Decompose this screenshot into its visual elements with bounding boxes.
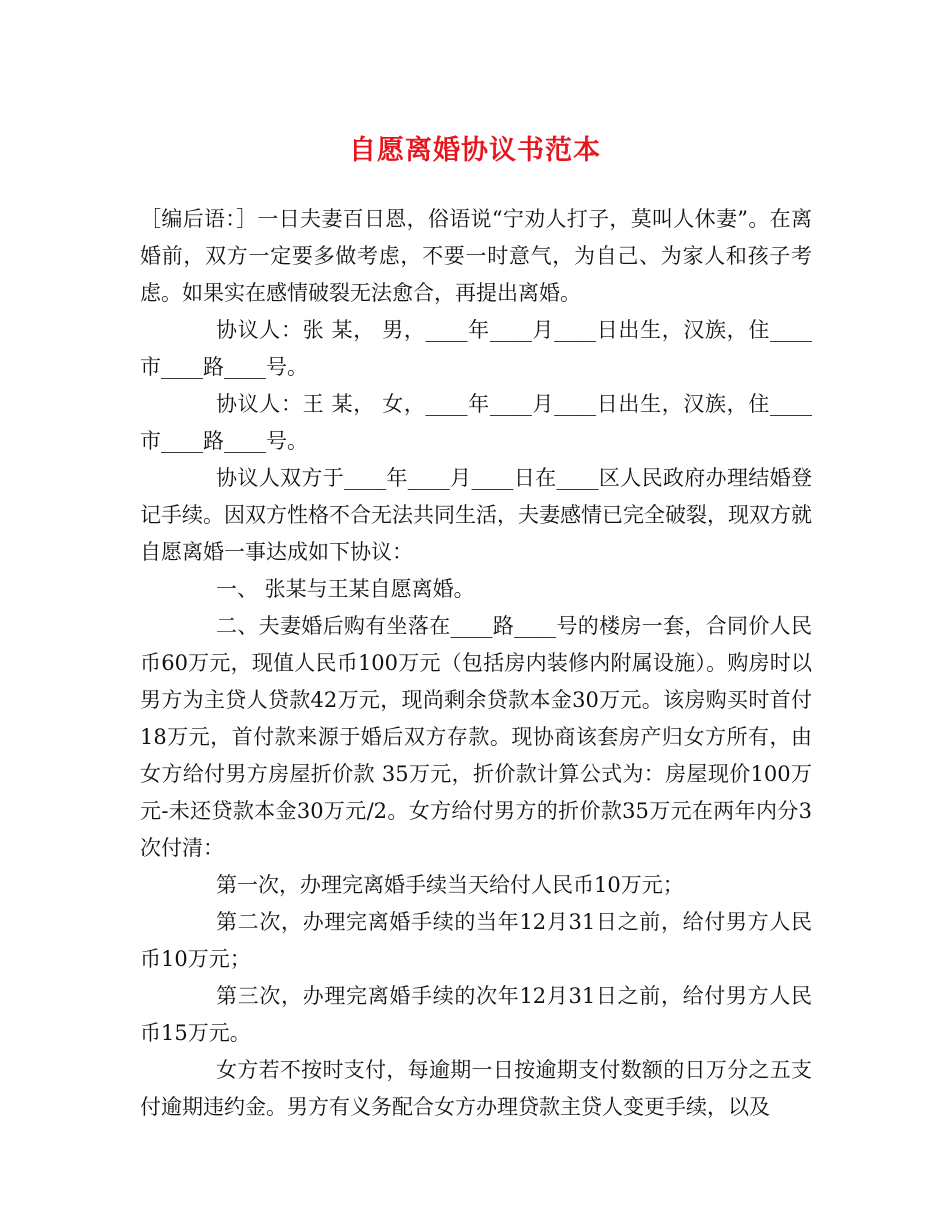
payment-third-paragraph: 第三次，办理完离婚手续的次年12月31日之前，给付男方人民币15万元。 <box>140 984 812 1045</box>
clause-one-paragraph: 一、 张某与王某自愿离婚。 <box>216 577 475 601</box>
marriage-background-paragraph: 协议人双方于____年____月____日在____区人民政府办理结婚登记手续。因双方性格不合无法共同生活，夫妻感情已完全破裂，现双方就自愿离婚一事达成如下协议： <box>140 466 812 564</box>
editor-note-paragraph: ［编后语：］一日夫妻百日恩，俗语说“宁劝人打子，莫叫人休妻”。在离婚前，双方一定要多做考虑，不要一时意气，为自己、为家人和孩子考虑。如果实在感情破裂无法愈合，再提出离婚。 <box>140 207 812 305</box>
clause-two-paragraph: 二、夫妻婚后购有坐落在____路____号的楼房一套，合同价人民币60万元，现值人民币100万元（包括房内装修内附属设施）。购房时以男方为主贷人贷款42万元，现尚剩余贷款本金30万元。该房购买时首付18万元，首付款来源于婚后双方存款。现协商该套房产归女方所有，由女方给付男方房屋折价款 35万元，折价款计算公式为：房屋现价100万元-未还贷款本金30万元/2。女方给付男方的折价款35万元在两年内分3次付清： <box>140 614 812 860</box>
document-body <box>140 201 812 1126</box>
late-payment-paragraph: 女方若不按时支付，每逾期一日按逾期支付数额的日万分之五支付逾期违约金。男方有义务配合女方办理贷款主贷人变更手续，以及 <box>140 1058 812 1119</box>
payment-second-paragraph: 第二次，办理完离婚手续的当年12月31日之前，给付男方人民币10万元； <box>140 910 812 971</box>
party-female-paragraph: 协议人：王 某， 女，____年____月____日出生，汉族，住____市____路____号。 <box>140 392 812 453</box>
payment-first-paragraph: 第一次，办理完离婚手续当天给付人民币10万元； <box>216 873 684 897</box>
party-male-paragraph: 协议人：张 某， 男，____年____月____日出生，汉族，住____市____路____号。 <box>140 318 812 379</box>
document-title: 自愿离婚协议书范本 <box>349 135 601 166</box>
